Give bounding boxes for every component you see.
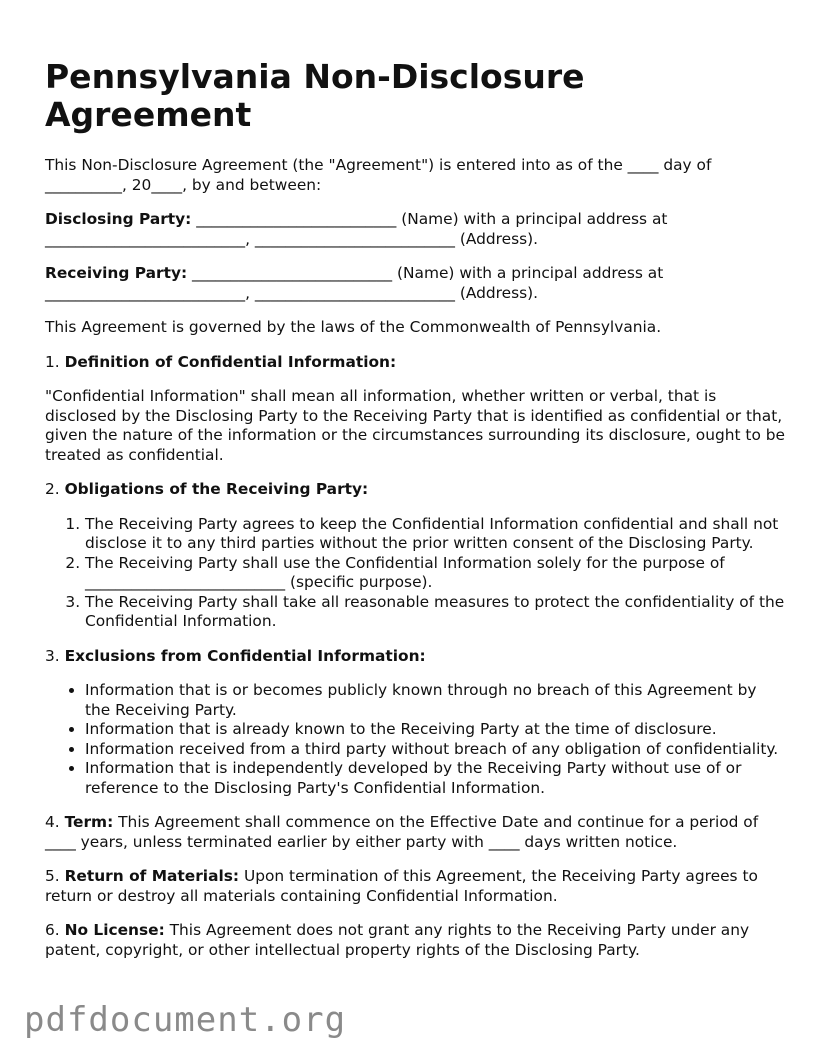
section-2-heading (45, 480, 785, 500)
document-page (45, 58, 785, 975)
obligations-list (45, 515, 785, 632)
list-item: 2. The Receiving Party shall use the Confidential Information solely for the purpose of __________________________ (specific purpose). (85, 554, 785, 593)
section-body: Upon termination of this Agreement, the Receiving Party agrees to return or destroy all materials containing Confidential Information. (45, 867, 758, 905)
section-heading: Return of Materials: (64, 867, 240, 885)
section-5-paragraph (45, 867, 785, 906)
receiving-party-label: Receiving Party: (45, 264, 188, 282)
disclosing-party-paragraph (45, 210, 785, 249)
section-heading: Term: (64, 813, 114, 831)
disclosing-party-text: __________________________ (Name) with a principal address at __________________________, __________________________ (Address). (45, 210, 668, 248)
list-item: • Information that is already known to the Receiving Party at the time of disclosure. (85, 720, 785, 740)
section-number: 5. (45, 867, 65, 885)
section-1-body: "Confidential Information" shall mean all information, whether written or verbal, that is disclosed by the Disclosing Party to the Receiving Party that is identified as confidential or that, given the nature of the information or the circumstances surrounding its disclosure, ought to be treated as confidential. (45, 387, 786, 464)
receiving-party-paragraph (45, 264, 785, 303)
section-heading: No License: (64, 921, 165, 939)
section-number: 6. (45, 921, 65, 939)
list-item: 3. The Receiving Party shall take all reasonable measures to protect the confidentiality of the Confidential Information. (85, 593, 785, 632)
section-number: 1. (45, 352, 65, 371)
section-number: 4. (45, 813, 65, 831)
section-3-heading (45, 647, 785, 667)
section-1-heading (45, 353, 785, 373)
section-heading: Obligations of the Receiving Party: (64, 480, 369, 498)
list-item: • Information that is independently developed by the Receiving Party without use of or reference to the Disclosing Party's Confidential Information. (85, 759, 785, 798)
exclusions-list (45, 681, 785, 798)
receiving-party-text: __________________________ (Name) with a principal address at __________________________, __________________________ (Address). (45, 264, 664, 302)
watermark: pdfdocument.org (24, 1000, 347, 1040)
section-heading: Definition of Confidential Information: (64, 352, 397, 371)
list-item: • Information that is or becomes publicly known through no breach of this Agreement by the Receiving Party. (85, 681, 785, 720)
section-6-paragraph (45, 921, 785, 960)
section-number: 2. (45, 480, 65, 498)
section-number: 3. (45, 646, 65, 665)
governing-law-paragraph: This Agreement is governed by the laws of the Commonwealth of Pennsylvania. (45, 318, 662, 336)
list-item: 1. The Receiving Party agrees to keep the Confidential Information confidential and shall not disclose it to any third parties without the prior written consent of the Disclosing Party. (85, 515, 785, 554)
disclosing-party-label: Disclosing Party: (45, 210, 192, 228)
section-heading: Exclusions from Confidential Information: (64, 646, 426, 665)
section-body: This Agreement does not grant any rights to the Receiving Party under any patent, copyright, or other intellectual property rights of the Disclosing Party. (45, 921, 750, 959)
section-4-paragraph (45, 813, 785, 852)
intro-paragraph: This Non-Disclosure Agreement (the "Agreement") is entered into as of the ____ day of __________, 20____, by and between: (45, 156, 712, 194)
list-item: • Information received from a third party without breach of any obligation of confidentiality. (85, 740, 785, 760)
section-body: This Agreement shall commence on the Effective Date and continue for a period of ____ years, unless terminated earlier by either party with ____ days written notice. (45, 813, 759, 851)
document-title: Pennsylvania Non-Disclosure Agreement (45, 57, 585, 134)
